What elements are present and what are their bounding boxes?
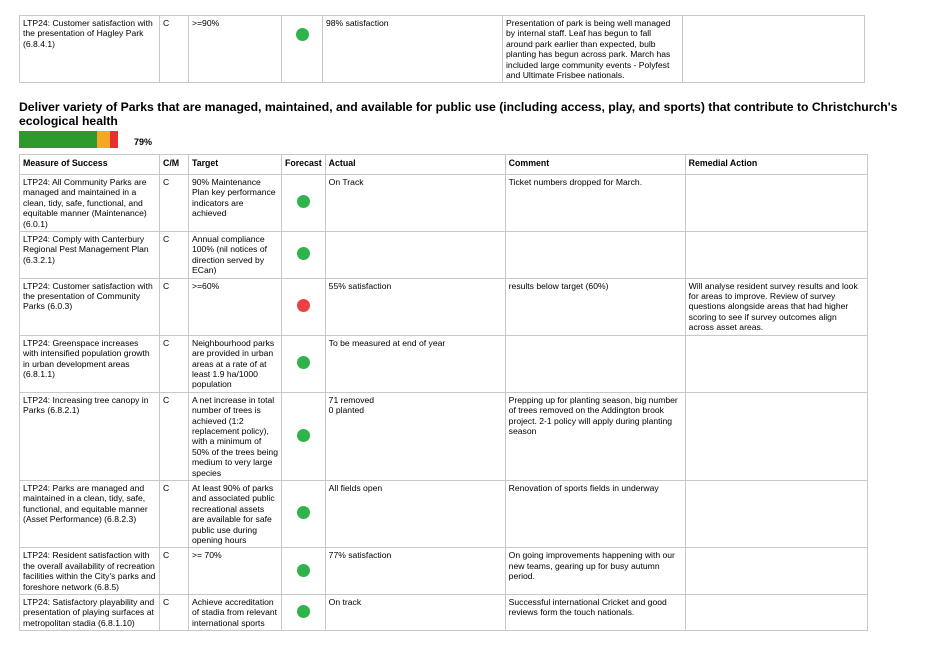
forecast-cell [282,480,326,547]
measure-cell: LTP24: Satisfactory playability and presentation of playing surfaces at metropolitan stadia (6.8.1.10) [20,595,160,631]
comment-cell: Prepping up for planting season, big number of trees removed on the Addington brook project. 2-1 policy will apply during planting season [505,392,685,480]
actual-cell: 77% satisfaction [325,548,505,595]
table-header-row [20,155,868,175]
measure-cell: LTP24: Parks are managed and maintained in a clean, tidy, safe, functional, and equitable manner (Asset Performance) (6.8.2.3) [20,480,160,547]
header-remedial: Remedial Action [685,155,867,175]
forecast-cell [282,595,326,631]
remedial-cell [685,392,867,480]
progress-segment [97,131,110,148]
cm-cell: C [160,595,189,631]
measure-cell: LTP24: All Community Parks are managed and maintained in a clean, tidy, safe, functional, and equitable manner (Maintenance) (6.0.1) [20,175,160,232]
table-row [20,335,868,392]
header-cm: C/M [160,155,189,175]
forecast-cell [282,278,326,335]
forecast-cell [282,232,326,279]
forecast-status-dot [297,195,310,208]
table-row [20,480,868,547]
remedial-cell: Will analyse resident survey results and look for areas to improve. Review of survey questions alongside areas that had higher scoring to see if survey outcomes align across asset areas. [685,278,867,335]
forecast-status-dot [297,247,310,260]
header-measure: Measure of Success [20,155,160,175]
section-heading: Deliver variety of Parks that are managed, maintained, and available for public use (including access, play, and sports) that contribute to Christchurch's ecological health [19,100,898,128]
target-cell: A net increase in total number of trees is achieved (1:2 replacement policy), with a minimum of 50% of the trees being medium to very large species [189,392,282,480]
actual-cell: All fields open [325,480,505,547]
forecast-cell [282,392,326,480]
cm-cell: C [160,392,189,480]
measure-cell: LTP24: Greenspace increases with intensified population growth in urban development areas (6.8.1.1) [20,335,160,392]
comment-cell: Presentation of park is being well managed by internal staff. Leaf has begun to fall around park earlier than expected, bulb planting has begun across park. March has included large community events - Polyfest and Ultimate Frisbee nationals. [503,16,683,83]
remedial-cell [685,335,867,392]
forecast-cell [282,175,326,232]
forecast-status-dot [297,605,310,618]
header-target: Target [189,155,282,175]
target-cell: 90% Maintenance Plan key performance indicators are achieved [189,175,282,232]
actual-cell: On track [325,595,505,631]
forecast-status-dot [297,299,310,312]
cm-cell: C [160,232,189,279]
forecast-cell [282,16,323,83]
target-cell: >=60% [189,278,282,335]
actual-cell: To be measured at end of year [325,335,505,392]
target-cell: Annual compliance 100% (nil notices of direction served by ECan) [189,232,282,279]
header-comment: Comment [505,155,685,175]
cm-cell: C [160,480,189,547]
comment-cell [505,232,685,279]
cm-cell: C [160,335,189,392]
progress-segment [110,131,118,148]
target-cell: At least 90% of parks and associated public recreational assets are available for safe public use during opening hours [189,480,282,547]
header-forecast: Forecast [282,155,326,175]
header-actual: Actual [325,155,505,175]
target-cell: >=90% [189,16,282,83]
progress-percent: 79% [134,137,153,147]
actual-cell: 55% satisfaction [325,278,505,335]
comment-cell: Ticket numbers dropped for March. [505,175,685,232]
remedial-cell [685,232,867,279]
measure-cell: LTP24: Customer satisfaction with the presentation of Hagley Park (6.8.4.1) [20,16,160,83]
table-row [20,16,865,83]
progress-segment [19,131,97,148]
measure-cell: LTP24: Resident satisfaction with the overall availability of recreation facilities within the City's parks and foreshore network (6.8.5) [20,548,160,595]
previous-kpi-table [19,15,865,83]
measure-cell: LTP24: Customer satisfaction with the presentation of Community Parks (6.0.3) [20,278,160,335]
target-cell: >= 70% [189,548,282,595]
actual-cell: 98% satisfaction [323,16,503,83]
progress-bar [19,131,118,148]
target-cell: Achieve accreditation of stadia from relevant international sports [189,595,282,631]
forecast-status-dot [297,564,310,577]
forecast-cell [282,548,326,595]
remedial-cell [685,548,867,595]
cm-cell: C [160,278,189,335]
remedial-cell [685,595,867,631]
cm-cell: C [160,175,189,232]
cm-cell: C [160,548,189,595]
comment-cell: On going improvements happening with our new teams, gearing up for busy autumn period. [505,548,685,595]
measure-cell: LTP24: Comply with Canterbury Regional Pest Management Plan (6.3.2.1) [20,232,160,279]
actual-cell: 71 removed 0 planted [325,392,505,480]
table-row [20,392,868,480]
target-cell: Neighbourhood parks are provided in urban areas at a rate of at least 1.9 ha/1000 population [189,335,282,392]
forecast-status-dot [297,356,310,369]
forecast-status-dot [296,28,309,41]
table-row [20,595,868,631]
table-row [20,232,868,279]
remedial-cell [685,175,867,232]
kpi-table [19,154,868,631]
comment-cell: Renovation of sports fields in underway [505,480,685,547]
table-row [20,548,868,595]
actual-cell: On Track [325,175,505,232]
cm-cell: C [160,16,189,83]
forecast-status-dot [297,429,310,442]
actual-cell [325,232,505,279]
forecast-cell [282,335,326,392]
remedial-cell [685,480,867,547]
comment-cell: results below target (60%) [505,278,685,335]
forecast-status-dot [297,506,310,519]
comment-cell: Successful international Cricket and good reviews form the touch nationals. [505,595,685,631]
table-row [20,278,868,335]
comment-cell [505,335,685,392]
remedial-cell [683,16,865,83]
table-row [20,175,868,232]
measure-cell: LTP24: Increasing tree canopy in Parks (6.8.2.1) [20,392,160,480]
